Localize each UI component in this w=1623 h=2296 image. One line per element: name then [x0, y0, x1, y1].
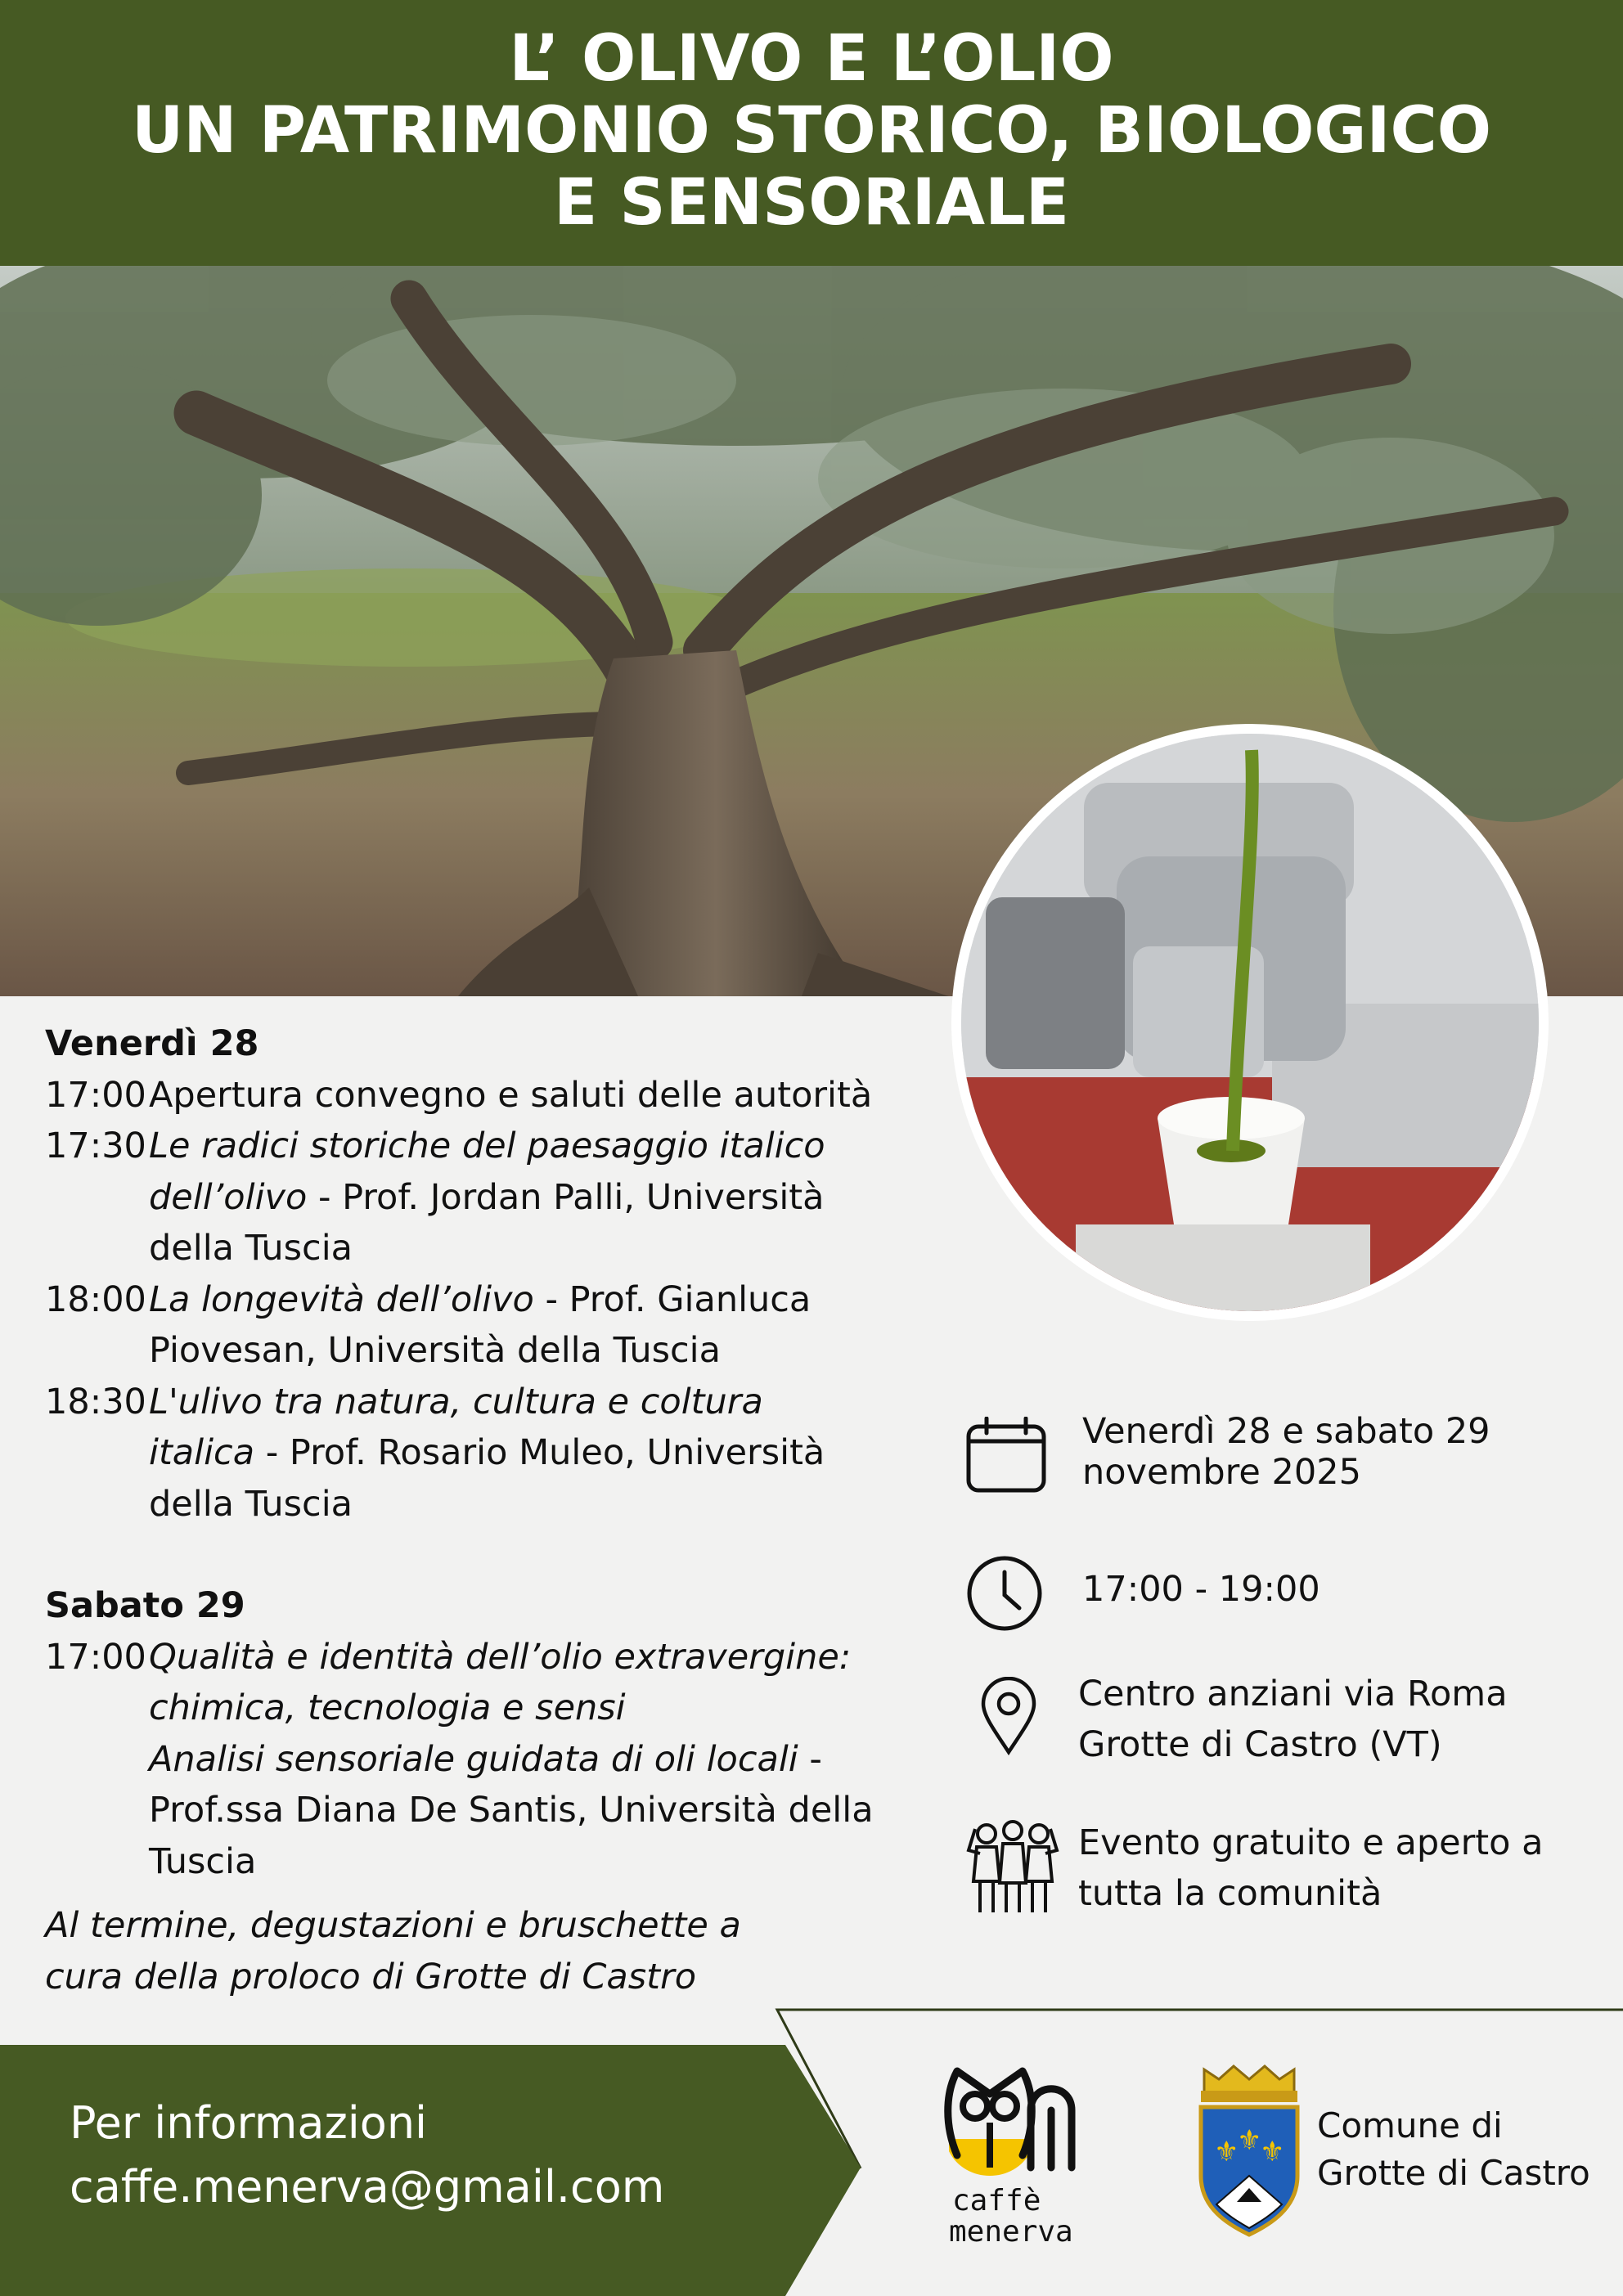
- schedule-item: [45, 1377, 912, 1530]
- talk-title: italica: [149, 1432, 255, 1473]
- coat-of-arms-icon: [1196, 2061, 1302, 2240]
- date-line: novembre 2025: [1082, 1452, 1361, 1493]
- talk-title: dell’olivo: [149, 1176, 308, 1218]
- item-line: [149, 1479, 912, 1530]
- item-text: Apertura convegno e saluti delle autorità: [149, 1074, 873, 1116]
- menerva-logo-text: [949, 2186, 1073, 2248]
- talk-title: Analisi sensoriale guidata di oli locali: [149, 1738, 798, 1780]
- schedule-item: [45, 1070, 912, 1121]
- speaker: - Prof. Rosario Muleo, Università: [254, 1432, 825, 1473]
- talk-title: Qualità e identità dell’olio extravergine:: [149, 1636, 852, 1678]
- comune-line: Comune di: [1317, 2105, 1503, 2145]
- title-line-2: UN PATRIMONIO STORICO, BIOLOGICO: [131, 94, 1492, 168]
- speaker: -: [798, 1738, 822, 1780]
- item-time: 17:00: [45, 1074, 146, 1116]
- talk-title: chimica, tecnologia e sensi: [149, 1687, 626, 1728]
- svg-text:⚜: ⚜: [1260, 2136, 1285, 2168]
- item-time: 18:30: [45, 1381, 146, 1422]
- item-line: [149, 1734, 912, 1786]
- item-line: [149, 1427, 912, 1479]
- item-line: [149, 1683, 912, 1734]
- day2-title: Sabato 29: [45, 1585, 245, 1626]
- header-banner: [0, 0, 1623, 266]
- olive-oil-photo-frame: [951, 724, 1549, 1321]
- talk-title: La longevità dell’olivo: [149, 1278, 534, 1320]
- date-text: [1082, 1411, 1490, 1493]
- contact-block: [70, 2092, 664, 2219]
- talk-title: L'ulivo tra natura, cultura e coltura: [149, 1381, 763, 1422]
- closing-line: Al termine, degustazioni e bruschette a: [45, 1905, 741, 1946]
- item-line: [149, 1785, 912, 1836]
- schedule-item: [45, 1274, 912, 1377]
- program-schedule: [45, 1018, 912, 2002]
- item-line: [149, 1325, 912, 1377]
- logo-word: caffè: [952, 2184, 1041, 2217]
- item-line: [149, 1836, 912, 1888]
- item-line: [149, 1377, 912, 1428]
- item-time: 17:00: [45, 1636, 146, 1678]
- svg-text:⚜: ⚜: [1237, 2124, 1262, 2157]
- community-icon: [962, 1817, 1063, 1925]
- svg-text:⚜: ⚜: [1214, 2136, 1239, 2168]
- logo-word: menerva: [949, 2215, 1073, 2249]
- closing-note: [45, 1900, 912, 2002]
- access-text: [1078, 1817, 1543, 1919]
- place-text: [1078, 1669, 1508, 1770]
- speaker: della Tuscia: [149, 1483, 353, 1525]
- item-line: [149, 1121, 912, 1172]
- comune-name: [1317, 2102, 1590, 2197]
- talk-title: Le radici storiche del paesaggio italico: [149, 1126, 825, 1166]
- title-line-3: E SENSORIALE: [553, 166, 1070, 240]
- place-line: Grotte di Castro (VT): [1078, 1724, 1442, 1765]
- contact-label: Per informazioni: [70, 2097, 428, 2149]
- speaker: della Tuscia: [149, 1228, 353, 1269]
- item-line: [149, 1632, 912, 1683]
- location-pin-icon: [980, 1677, 1037, 1764]
- item-line: [149, 1070, 912, 1121]
- date-line: Venerdì 28 e sabato 29: [1082, 1411, 1490, 1452]
- speaker: Prof.ssa Diana De Santis, Università della: [149, 1790, 874, 1831]
- time-text: 17:00 - 19:00: [1082, 1569, 1320, 1610]
- item-line: [149, 1223, 912, 1274]
- schedule-item: [45, 1632, 912, 1888]
- item-line: [149, 1172, 912, 1224]
- item-time: 17:30: [45, 1126, 146, 1166]
- olive-oil-machine-photo: [961, 734, 1539, 1311]
- speaker: Tuscia: [149, 1840, 257, 1882]
- menerva-logo-mark: [941, 2061, 1104, 2187]
- title-line-1: L’ OLIVO E L’OLIO: [509, 22, 1114, 96]
- schedule-item: [45, 1121, 912, 1274]
- item-time: 18:00: [45, 1278, 146, 1320]
- access-line: tutta la comunità: [1078, 1873, 1382, 1914]
- day1-title: Venerdì 28: [45, 1023, 259, 1064]
- item-line: [149, 1274, 912, 1326]
- speaker: Piovesan, Università della Tuscia: [149, 1330, 721, 1371]
- place-line: Centro anziani via Roma: [1078, 1674, 1508, 1714]
- clock-icon: [965, 1554, 1044, 1642]
- comune-line: Grotte di Castro: [1317, 2153, 1590, 2193]
- calendar-icon: [965, 1417, 1047, 1503]
- access-line: Evento gratuito e aperto a: [1078, 1822, 1544, 1863]
- speaker: - Prof. Jordan Palli, Università: [307, 1176, 825, 1218]
- closing-line: cura della proloco di Grotte di Castro: [45, 1956, 697, 1997]
- contact-email[interactable]: caffe.menerva@gmail.com: [70, 2161, 665, 2213]
- speaker: - Prof. Gianluca: [533, 1278, 812, 1320]
